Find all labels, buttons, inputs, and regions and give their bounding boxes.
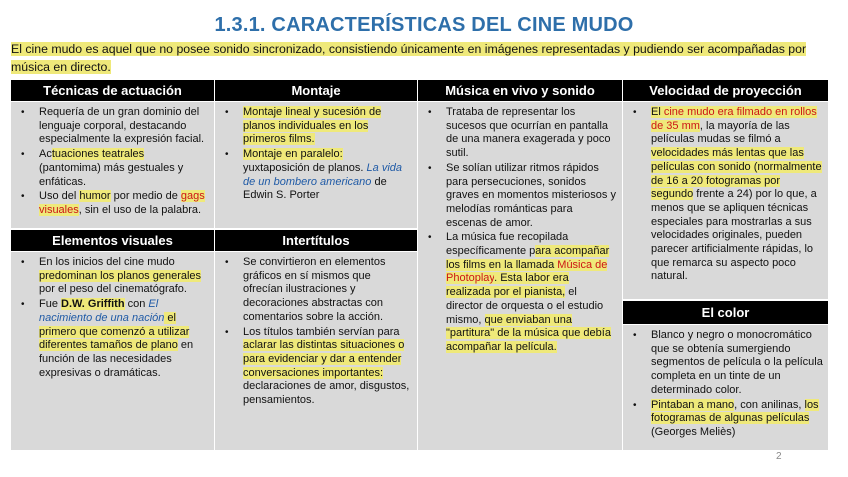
list-item: • Uso del humor por medio de gags visuales, sin el uso de la palabra. [17, 190, 208, 217]
cell-elementos [11, 252, 214, 450]
list-item: • Montaje en paralelo: yuxtaposición de planos. La vida de un bombero americano de Edwin S. Porter [221, 148, 411, 203]
header-musica: Música en vivo y sonido [418, 79, 622, 101]
cell-intertitulos [215, 252, 417, 450]
header-montaje: Montaje [215, 79, 417, 101]
cell-velocidad [623, 102, 828, 299]
intro-paragraph [11, 40, 823, 76]
list-item: • Fue D.W. Griffith con El nacimiento de una nación el primero que comenzó a utilizar diferentes tamaños de plano en función de las necesidades expresivas o dramáticas. [17, 298, 208, 380]
list-item: • El cine mudo era filmado en rollos de 35 mm, la mayoría de las películas mudas se filmó a velocidades más lentas que las películas con sonido (normalmente de 16 a 20 fotogramas por segundo frente a 24) por lo que, a menos que se apliquen técnicas especiales para mostrarlas a sus velocidades originales, pueden parecer artificialmente rápidas, lo que remarca su aspecto poco natural. [629, 106, 824, 284]
page-number: 2 [776, 451, 782, 462]
header-color: El color [623, 300, 828, 324]
intro-text: El cine mudo es aquel que no posee sonido sincronizado, consistiendo únicamente en imágenes representadas y pudiendo ser acompañadas por música en directo. [11, 42, 807, 74]
list-item: • Trataba de representar los sucesos que ocurrían en pantalla de una manera exagerada y poco sutil. [424, 106, 616, 161]
list-item: • Pintaban a mano, con anilinas, los fotogramas de algunas películas (Georges Meliès) [629, 399, 824, 440]
list-item: • Se solían utilizar ritmos rápidos para persecuciones, sonidos graves en momentos misteriosos y melodías románticas para escenas de amor. [424, 162, 616, 231]
cell-tecnicas [11, 102, 214, 228]
header-elementos: Elementos visuales [11, 229, 214, 251]
list-item: • En los inicios del cine mudo predominan los planos generales por el peso del cinematógrafo. [17, 256, 208, 297]
list-item: • Los títulos también servían para aclarar las distintas situaciones o para evidenciar y dar a entender conversaciones importantes: declaraciones de amor, disgustos, pensamientos. [221, 326, 411, 408]
header-tecnicas: Técnicas de actuación [11, 79, 214, 101]
list-item: • Montaje lineal y sucesión de planos individuales en los primeros films. [221, 106, 411, 147]
list-item: • Se convirtieron en elementos gráficos en sí mismos que ofrecían ilustraciones y decoraciones abstractas con comentarios sobre la acción. [221, 256, 411, 325]
header-velocidad: Velocidad de proyección [623, 79, 828, 101]
list-item: • Blanco y negro o monocromático que se obtenía sumergiendo segmentos de película o la película completa en un tinte de un determinado color. [629, 329, 824, 398]
page-title: 1.3.1. CARACTERÍSTICAS DEL CINE MUDO [214, 14, 634, 36]
cell-musica [418, 102, 622, 450]
cell-montaje [215, 102, 417, 228]
list-item: • Actuaciones teatrales (pantomima) más gestuales y enfáticas. [17, 148, 208, 189]
cell-color [623, 325, 828, 450]
list-item: • La música fue recopilada específicamente para acompañar los films en la llamada Música de Photoplay. Esta labor era realizada por el pianista, el director de orquesta o el estudio mismo, que enviaban una "partitura" de la música que debía acompañar la película. [424, 231, 616, 354]
list-item: • Requería de un gran dominio del lenguaje corporal, destacando especialmente la expresión facial. [17, 106, 208, 147]
header-intertitulos: Intertítulos [215, 229, 417, 251]
